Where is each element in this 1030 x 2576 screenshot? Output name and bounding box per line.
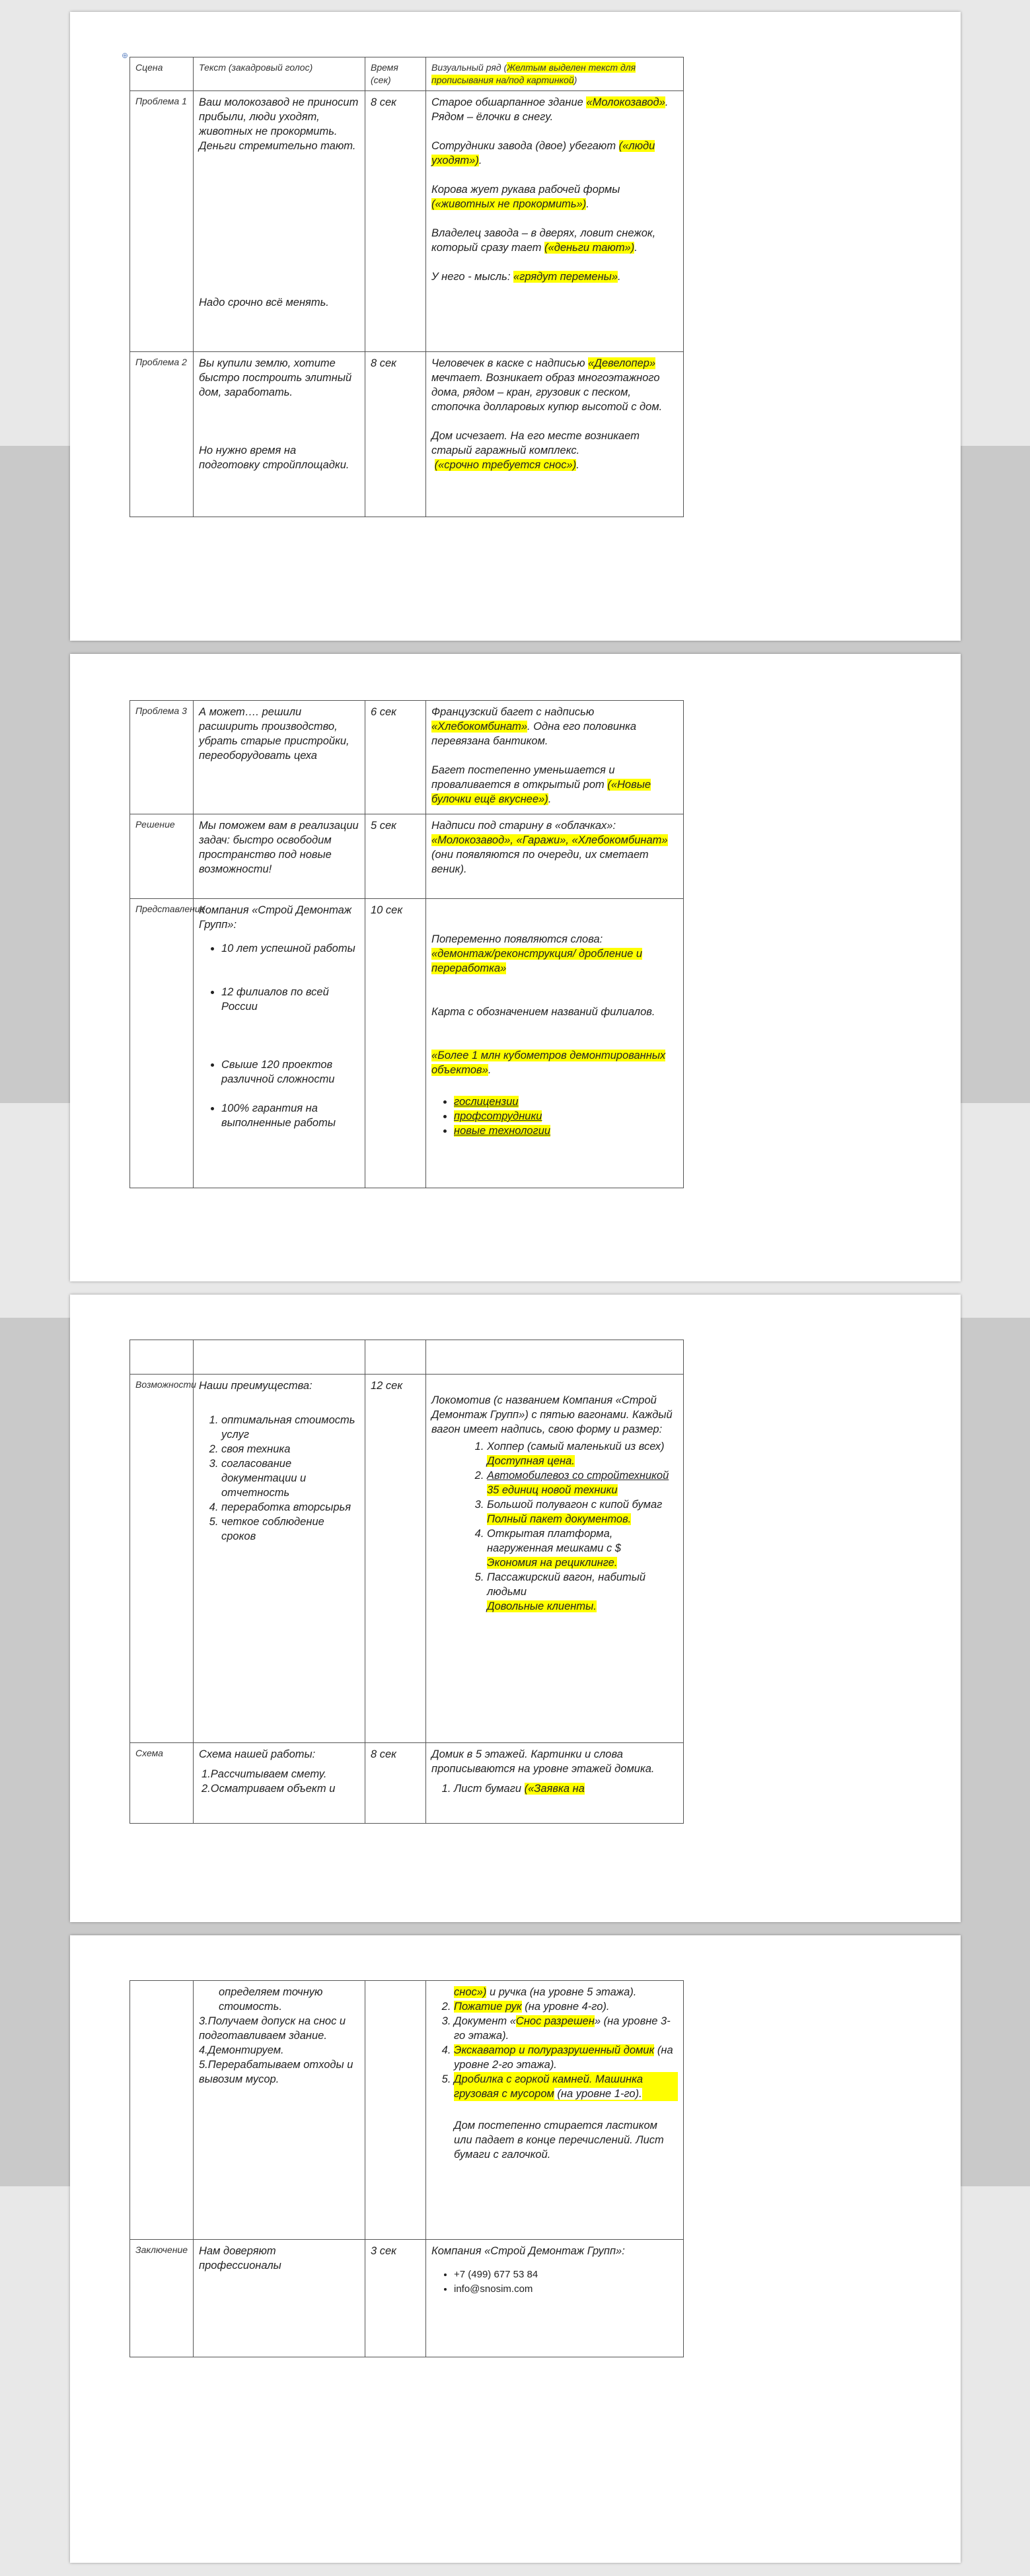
time-cell: 6 сек <box>365 701 426 814</box>
visual-cell: снос») и ручка (на уровне 5 этажа). 2. Пожатие рук (на уровне 4-го). 3. Документ «Снос разрешен» (на уровне 3-го этажа). 4. Экскаватор и полуразрушенный домик (на уровне 2-го этажа). 5. Дробилка с горкой камней. Машинка грузовая с мусором (на уровне 1-го). Дом постепенно стирается ластиком или падает в конце перечислений. Лист бумаги с галочкой. <box>426 1981 684 2240</box>
scene-cell: Возможности <box>130 1375 194 1743</box>
phone-number[interactable]: • +7 (499) 677 53 84 <box>454 2268 678 2282</box>
list-item: 4. Экскаватор и полуразрушенный домик (на уровне 2-го этажа). <box>454 2043 678 2072</box>
header-visual: Визуальный ряд (Желтым выделен текст для прописывания на/под картинкой) <box>426 57 684 91</box>
list-item: 5. Дробилка с горкой камней. Машинка грузовая с мусором (на уровне 1-го). <box>454 2072 678 2101</box>
list-item: • 100% гарантия на выполненные работы <box>221 1101 359 1130</box>
script-table <box>129 1980 684 2357</box>
list-item: 2. Пожатие рук (на уровне 4-го). <box>454 1999 678 2014</box>
voiceover-cell: Наши преимущества: 1. оптимальная стоимость услуг 2. своя техника 3. согласование документации и отчетность 4. переработка вторсырья 5. четкое соблюдение сроков <box>194 1375 365 1743</box>
header-scene: Сцена <box>130 57 194 91</box>
list-item: 3. согласование документации и отчетность <box>221 1456 359 1500</box>
list-item: 1. оптимальная стоимость услуг <box>221 1413 359 1442</box>
visual-cell: Надписи под старину в «облачках»: «Молокозавод», «Гаражи», «Хлебокомбинат» (они появляются по очереди, их сметает веник). <box>426 814 684 899</box>
list-item: 3. Документ «Снос разрешен» (на уровне 3-го этажа). <box>454 2014 678 2043</box>
table-row-conclusion <box>130 2240 684 2357</box>
voiceover-cell: Схема нашей работы: 1.Рассчитываем смету. 2.Осматриваем объект и <box>194 1743 365 1824</box>
list-item: 1. Хоппер (самый маленький из всех) Доступная цена. <box>487 1439 678 1468</box>
empty-cell <box>130 1981 194 2240</box>
list-item: 4. переработка вторсырья <box>221 1500 359 1515</box>
visual-cell: Попеременно появляются слова: «демонтаж/реконструкция/ дробление и переработка» Карта с обозначением названий филиалов. «Более 1 млн кубометров демонтированных объектов». • гослицензии • профсотрудники • новые технологии <box>426 899 684 1188</box>
time-cell: 10 сек <box>365 899 426 1188</box>
list-item: • 10 лет успешной работы <box>221 941 359 956</box>
document-page-4 <box>70 1935 961 2563</box>
visual-cell: Человечек в каске с надписью «Девелопер» мечтает. Возникает образ многоэтажного дома, рядом – кран, грузовик с песком, стопочка долларовых купюр высотой с дом. Дом исчезает. На его месте возникает старый гаражный комплекс. («срочно требуется снос»). <box>426 352 684 517</box>
table-row-problem-1 <box>130 91 684 352</box>
voiceover-cell: Вы купили землю, хотите быстро построить элитный дом, заработать. Но нужно время на подготовку стройплощадки. <box>194 352 365 517</box>
empty-cell <box>194 1340 365 1375</box>
voiceover-cell: Нам доверяют профессионалы <box>194 2240 365 2357</box>
scene-cell: Решение <box>130 814 194 899</box>
scene-cell: Проблема 1 <box>130 91 194 352</box>
visual-cell: Компания «Строй Демонтаж Групп»: • +7 (499) 677 53 84 • info@snosim.com <box>426 2240 684 2357</box>
script-table <box>129 57 684 517</box>
scene-cell: Представление <box>130 899 194 1188</box>
table-row-advantages <box>130 1375 684 1743</box>
features-list <box>431 1094 678 1138</box>
list-item: • новые технологии <box>454 1124 678 1138</box>
list-item: 1. Лист бумаги («Заявка на <box>454 1781 678 1796</box>
voiceover-cell: Компания «Строй Демонтаж Групп»: • 10 лет успешной работы • 12 филиалов по всей России • Свыше 120 проектов различной сложности • 100% гарантия на выполненные работы <box>194 899 365 1188</box>
table-header-row <box>130 57 684 91</box>
voiceover-cell: определяем точную стоимость. 3.Получаем допуск на снос и подготавливаем здание. 4.Демонтируем. 5.Перерабатываем отходы и вывозим мусор. <box>194 1981 365 2240</box>
time-cell: 8 сек <box>365 352 426 517</box>
contacts-list <box>431 2268 678 2297</box>
table-row-scheme-cont <box>130 1981 684 2240</box>
empty-cell <box>365 1981 426 2240</box>
list-item: • 12 филиалов по всей России <box>221 985 359 1014</box>
list-item: • гослицензии <box>454 1094 678 1109</box>
list-item: 3. Большой полувагон с кипой бумаг Полный пакет документов. <box>487 1497 678 1526</box>
header-time: Время (сек) <box>365 57 426 91</box>
email-link[interactable]: • info@snosim.com <box>454 2282 678 2297</box>
document-page-1 <box>70 12 961 641</box>
empty-cell <box>130 1340 194 1375</box>
table-row-solution <box>130 814 684 899</box>
empty-cell <box>365 1340 426 1375</box>
time-cell: 3 сек <box>365 2240 426 2357</box>
time-cell: 5 сек <box>365 814 426 899</box>
voiceover-cell: Мы поможем вам в реализации задач: быстро освободим пространство под новые возможности! <box>194 814 365 899</box>
advantages-list <box>199 1413 359 1544</box>
table-row-problem-2 <box>130 352 684 517</box>
time-cell: 8 сек <box>365 91 426 352</box>
document-page-2 <box>70 654 961 1281</box>
table-move-handle-icon[interactable]: ⊕ <box>122 51 129 60</box>
scene-cell: Проблема 2 <box>130 352 194 517</box>
voiceover-cell: Ваш молокозавод не приносит прибыли, люди уходят, животных не прокормить. Деньги стремительно тают. Надо срочно всё менять. <box>194 91 365 352</box>
wagons-list <box>431 1439 678 1614</box>
visual-cell: Домик в 5 этажей. Картинки и слова прописываются на уровне этажей домика. 1. Лист бумаги («Заявка на <box>426 1743 684 1824</box>
visual-cell: Французский багет с надписью «Хлебокомбинат». Одна его половинка перевязана бантиком. Багет постепенно уменьшается и проваливается в открытый рот («Новые булочки ещё вкуснее»). <box>426 701 684 814</box>
visual-cell: Локомотив (с названием Компания «Строй Демонтаж Групп») с пятью вагонами. Каждый вагон имеет надпись, свою форму и размер: 1. Хоппер (самый маленький из всех) Доступная цена. 2. Автомобилевоз со стройтехникой 35 единиц новой техники 3. Большой полувагон с кипой бумаг Полный пакет документов. 4. Открытая платформа, нагруженная мешками с $ Экономия на рециклинге. 5. Пассажирский вагон, набитый людьми Довольные клиенты. <box>426 1375 684 1743</box>
table-header-row-empty <box>130 1340 684 1375</box>
scene-cell: Заключение <box>130 2240 194 2357</box>
list-item: 5. четкое соблюдение сроков <box>221 1515 359 1544</box>
header-text: Текст (закадровый голос) <box>194 57 365 91</box>
list-item: • Свыше 120 проектов различной сложности <box>221 1057 359 1087</box>
achievements-list <box>199 941 359 1130</box>
list-item: 2. своя техника <box>221 1442 359 1456</box>
voiceover-cell: А может…. решили расширить производство, убрать старые пристройки, переоборудовать цеха <box>194 701 365 814</box>
table-row-scheme <box>130 1743 684 1824</box>
list-item: • профсотрудники <box>454 1109 678 1124</box>
scheme-list <box>431 1781 678 1796</box>
list-item: 2. Автомобилевоз со стройтехникой 35 единиц новой техники <box>487 1468 678 1497</box>
table-row-problem-3 <box>130 701 684 814</box>
table-row-presentation <box>130 899 684 1188</box>
visual-cell: Старое обшарпанное здание «Молокозавод». Рядом – ёлочки в снегу. Сотрудники завода (двое) убегают («люди уходят»). Корова жует рукава рабочей формы («животных не прокормить»). Владелец завода – в дверях, ловит снежок, который сразу тает («деньги тают»). У него - мысль: «грядут перемены». <box>426 91 684 352</box>
script-table <box>129 1340 684 1824</box>
list-item: 5. Пассажирский вагон, набитый людьми Довольные клиенты. <box>487 1570 678 1614</box>
time-cell: 8 сек <box>365 1743 426 1824</box>
script-table <box>129 700 684 1188</box>
scheme-list <box>431 1999 678 2101</box>
document-page-3 <box>70 1295 961 1922</box>
empty-cell <box>426 1340 684 1375</box>
time-cell: 12 сек <box>365 1375 426 1743</box>
list-item: 4. Открытая платформа, нагруженная мешками с $ Экономия на рециклинге. <box>487 1526 678 1570</box>
scene-cell: Схема <box>130 1743 194 1824</box>
scene-cell: Проблема 3 <box>130 701 194 814</box>
